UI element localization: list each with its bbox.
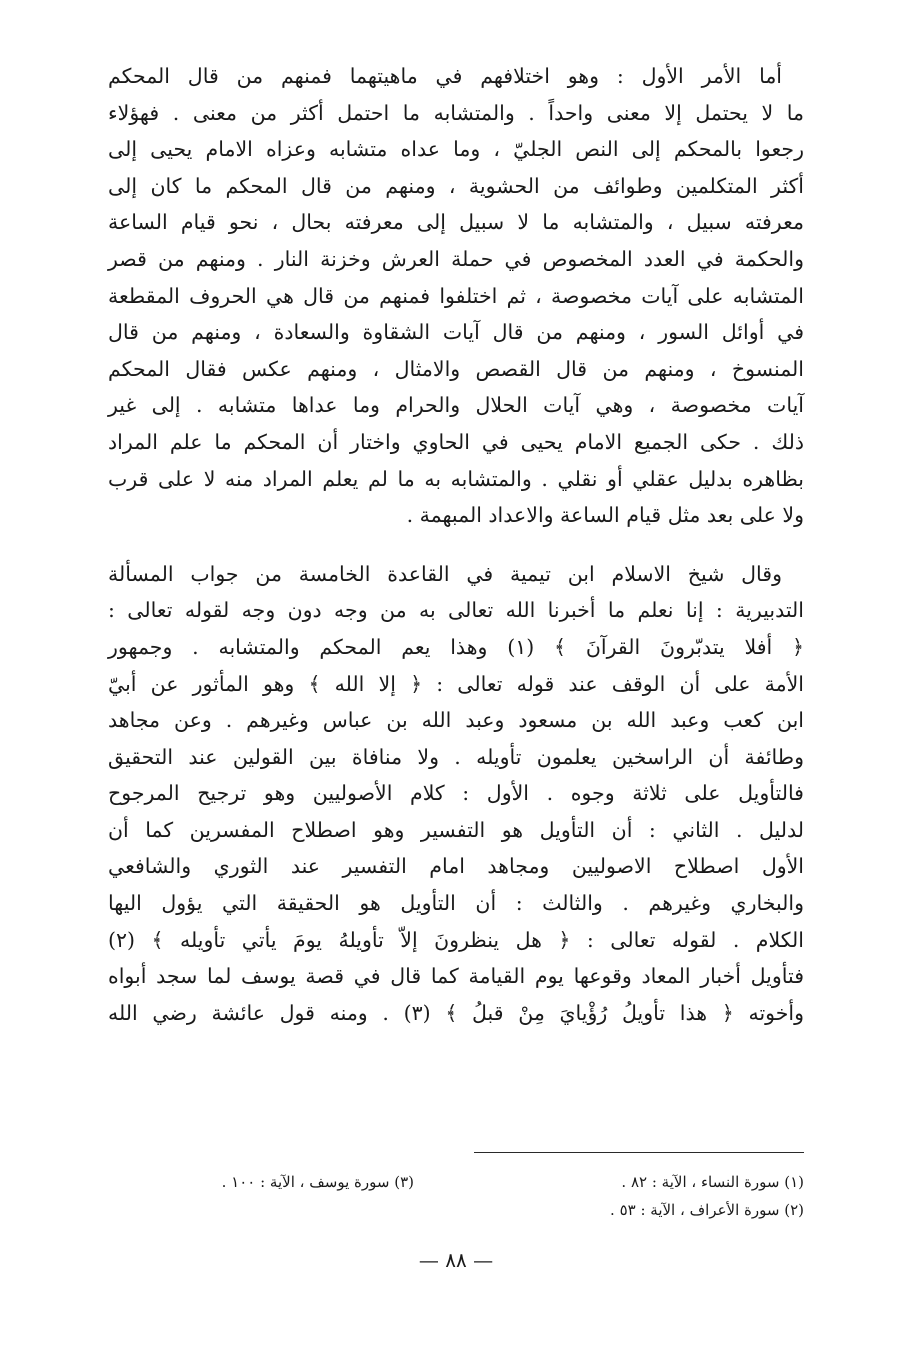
text-line: بظاهره بدليل عقلي أو نقلي . والمتشابه به ما لم يعلم المراد منه لا على قرب <box>108 466 804 491</box>
text-line: ابن كعب وعبد الله بن مسعود وعبد الله بن عباس وغيرهم . وعن مجاهد <box>108 708 804 733</box>
text-line: ما لا يحتمل إلا معنى واحداً . والمتشابه ما احتمل أكثر من معنى . فهؤلاء <box>108 100 804 125</box>
text-line: الكلام . لقوله تعالى : ﴿ هل ينظرونَ إلاّ تأويلهُ يومَ يأتي تأويله ﴾ (٢) <box>108 927 804 952</box>
footnote-row <box>108 1196 804 1224</box>
text-line: وطائفة أن الراسخين يعلمون تأويله . ولا منافاة بين القولين عند التحقيق <box>108 744 804 769</box>
text-line: التدبيرية : إنا نعلم ما أخبرنا الله تعالى به من وجه دون وجه لقوله تعالى : <box>108 598 804 623</box>
paragraph-1 <box>108 58 804 534</box>
text-line: ذلك . حكى الجميع الامام يحيى في الحاوي واختار أن المحكم ما علم المراد <box>108 429 804 454</box>
text-line: معرفته سبيل ، والمتشابه ما لا سبيل إلى معرفته بحال ، نحو قيام الساعة <box>108 210 804 235</box>
footnote-row <box>108 1168 804 1196</box>
text-line: ولا على بعد مثل قيام الساعة والاعداد المبهمة . <box>406 503 804 528</box>
page-body <box>108 58 804 1031</box>
text-line: ﴿ أفلا يتدبّرونَ القرآنَ ﴾ (١) وهذا يعم المحكم والمتشابه . وجمهور <box>108 634 805 659</box>
footnote-2: (٢) سورة الأعراف ، الآية : ٥٣ . <box>610 1201 804 1219</box>
text-line: والحكمة في العدد المخصوص في حملة العرش وخزنة النار . ومنهم من قصر <box>108 246 804 271</box>
text-line: رجعوا بالمحكم إلى النص الجليّ ، وما عداه متشابه وعزاه الامام يحيى إلى <box>108 137 804 162</box>
text-line: فالتأويل على ثلاثة وجوه . الأول : كلام الأصوليين وهو ترجيح المرجوح <box>108 781 804 806</box>
paragraph-2 <box>108 556 804 1032</box>
text-line: الأول اصطلاح الاصوليين ومجاهد امام التفسير عند الثوري والشافعي <box>108 854 804 879</box>
text-line: وأخوته ﴿ هذا تأويلُ رُؤْيايَ مِنْ قبلُ ﴾ (٣) . ومنه قول عائشة رضي الله <box>108 1000 805 1025</box>
text-line: في أوائل السور ، ومنهم من قال آيات الشقاوة والسعادة ، ومنهم من قال <box>108 320 804 345</box>
text-line: المتشابه على آيات مخصوصة ، ثم اختلفوا فمنهم من قال هي الحروف المقطعة <box>108 283 804 308</box>
text-line: فتأويل أخبار المعاد وقوعها يوم القيامة كما قال في قصة يوسف لما سجد أبواه <box>108 964 804 989</box>
text-line: وقال شيخ الاسلام ابن تيمية في القاعدة الخامسة من جواب المسألة <box>108 561 782 586</box>
paragraph-gap <box>108 534 804 556</box>
text-line: لدليل . الثاني : أن التأويل هو التفسير وهو اصطلاح المفسرين كما أن <box>108 817 804 842</box>
text-line: والبخاري وغيرهم . والثالث : أن التأويل هو الحقيقة التي يؤول اليها <box>108 891 804 916</box>
text-line: آيات مخصوصة ، وهي آيات الحلال والحرام وما عداها متشابه . إلى غير <box>108 393 804 418</box>
text-line: أكثر المتكلمين وطوائف من الحشوية ، ومنهم من قال المحكم ما كان إلى <box>108 173 804 198</box>
footnote-divider <box>474 1152 804 1153</box>
footnote-3: (٣) سورة يوسف ، الآية : ١٠٠ . <box>221 1173 414 1191</box>
footnote-1: (١) سورة النساء ، الآية : ٨٢ . <box>621 1173 804 1191</box>
page-number: — ٨٨ — <box>418 1248 494 1272</box>
text-line: المنسوخ ، ومنهم من قال القصص والامثال ، ومنهم عكس فقال المحكم <box>108 356 804 381</box>
text-line: الأمة على أن الوقف عند قوله تعالى : ﴿ إلا الله ﴾ وهو المأثور عن أبيّ <box>108 671 804 696</box>
text-line: أما الأمر الأول : وهو اختلافهم في ماهيتهما فمنهم من قال المحكم <box>108 64 782 88</box>
